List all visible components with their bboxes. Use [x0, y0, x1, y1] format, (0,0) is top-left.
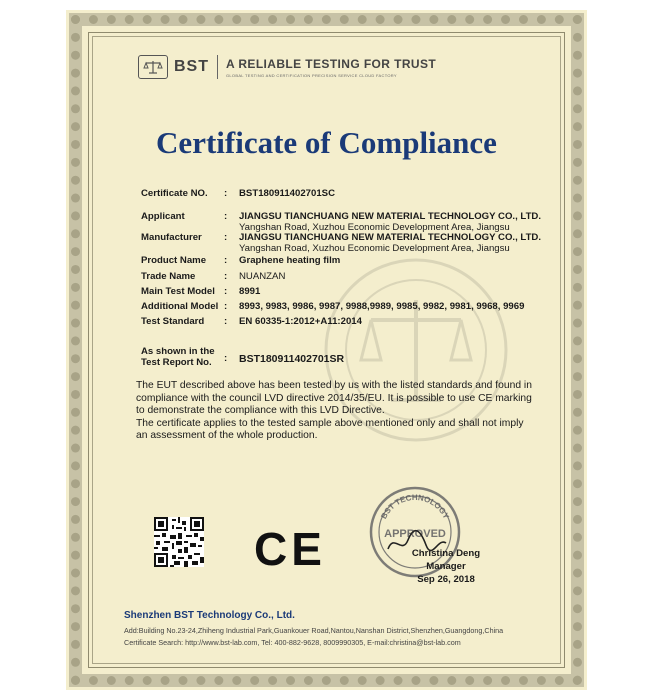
ce-mark-text: CE — [254, 525, 326, 571]
slogan-subtitle: GLOBAL TESTING AND CERTIFICATION PRECISION SERVICE CLOUD FACTORY — [226, 72, 397, 78]
field-label: Product Name — [141, 255, 207, 266]
field-test-standard — [141, 316, 561, 346]
field-applicant — [141, 211, 561, 232]
field-label: Additional Model — [141, 301, 219, 312]
field-colon: : — [224, 211, 228, 222]
certificate-title: Certificate of Compliance — [156, 125, 497, 160]
field-value-group — [239, 232, 561, 255]
signature-date: Sep 26, 2018 — [417, 574, 475, 585]
field-value: JIANGSU TIANCHUANG NEW MATERIAL TECHNOLOGY CO., LTD. — [239, 232, 542, 243]
signature-block — [371, 547, 521, 586]
statement-paragraph: The certificate applies to the tested sample above mentioned only and shall not imply an assessment of the whole production. — [136, 417, 524, 442]
field-label: Test Standard — [141, 316, 205, 327]
scales-logo-icon — [138, 55, 168, 79]
field-value: 8993, 9983, 9986, 9987, 9988,9989, 9985, 9982, 9981, 9968, 9969 — [239, 301, 525, 312]
compliance-statement — [136, 380, 536, 443]
field-value: EN 60335-1:2012+A11:2014 — [239, 316, 362, 327]
slogan: A RELIABLE TESTING FOR TRUST — [226, 56, 437, 71]
company-address: Add:Building No.23-24,Zhiheng Industrial Park,Guankouer Road,Nantou,Nanshan District,Shenzhen,Guangdong,China — [124, 626, 504, 635]
signer-role: Manager — [426, 561, 466, 572]
field-additional-model — [141, 301, 561, 316]
field-label-group — [141, 346, 224, 376]
field-label: Applicant — [141, 211, 185, 222]
field-colon: : — [224, 232, 228, 243]
stamp-text: BST TECHNOLOGY — [379, 492, 451, 521]
signer-name: Christina Deng — [411, 548, 481, 559]
certificate — [66, 10, 587, 690]
certificate-search-info: Certificate Search: http://www.bst-lab.com, Tel: 400-882-9628, 8009990305, E-mail:christina@bst-lab.com — [124, 638, 461, 647]
field-value: BST180911402701SC — [239, 188, 336, 199]
field-trade-name — [141, 271, 561, 286]
slogan-block — [226, 57, 436, 78]
field-colon: : — [224, 271, 228, 282]
field-label: Main Test Model — [141, 286, 215, 297]
field-value-address: Yangshan Road, Xuzhou Economic Development Area, Jiangsu — [239, 222, 510, 233]
statement-paragraph: The EUT described above has been tested by us with the listed standards and found in compliance with the council LVD directive 2014/35/EU. It is possible to use CE marking to demonstrate the compliance with this LVD Directive. — [136, 380, 532, 417]
field-label: Certificate NO. — [141, 188, 208, 199]
field-value: 8991 — [239, 286, 261, 297]
field-label: Test Report No. — [141, 357, 212, 368]
field-value: NUANZAN — [239, 271, 286, 282]
header-divider — [217, 55, 218, 79]
field-colon: : — [224, 286, 228, 297]
field-manufacturer — [141, 232, 561, 255]
stamp-word: APPROVED — [384, 528, 446, 540]
field-colon: : — [224, 316, 228, 327]
field-test-report — [141, 346, 561, 376]
field-colon: : — [224, 353, 228, 364]
company-name: Shenzhen BST Technology Co., Ltd. — [124, 610, 295, 621]
footer — [124, 610, 503, 649]
field-colon: : — [224, 255, 228, 266]
field-value-group — [239, 211, 561, 232]
field-colon: : — [224, 188, 228, 199]
field-value: Graphene heating film — [239, 255, 341, 266]
brand-name: BST — [174, 58, 209, 75]
field-label: As shown in the — [141, 346, 215, 357]
certificate-fields — [141, 188, 561, 376]
field-main-test-model — [141, 286, 561, 301]
field-value: BST180911402701SR — [239, 353, 345, 365]
field-value-address: Yangshan Road, Xuzhou Economic Development Area, Jiangsu — [239, 243, 510, 254]
field-label: Trade Name — [141, 271, 196, 282]
header — [138, 55, 436, 79]
field-certificate-no — [141, 188, 561, 211]
ce-mark-icon — [254, 525, 326, 571]
field-product-name — [141, 255, 561, 271]
qr-code-icon — [154, 517, 204, 567]
field-label: Manufacturer — [141, 232, 202, 243]
field-value: JIANGSU TIANCHUANG NEW MATERIAL TECHNOLOGY CO., LTD. — [239, 211, 542, 222]
field-colon: : — [224, 301, 228, 312]
